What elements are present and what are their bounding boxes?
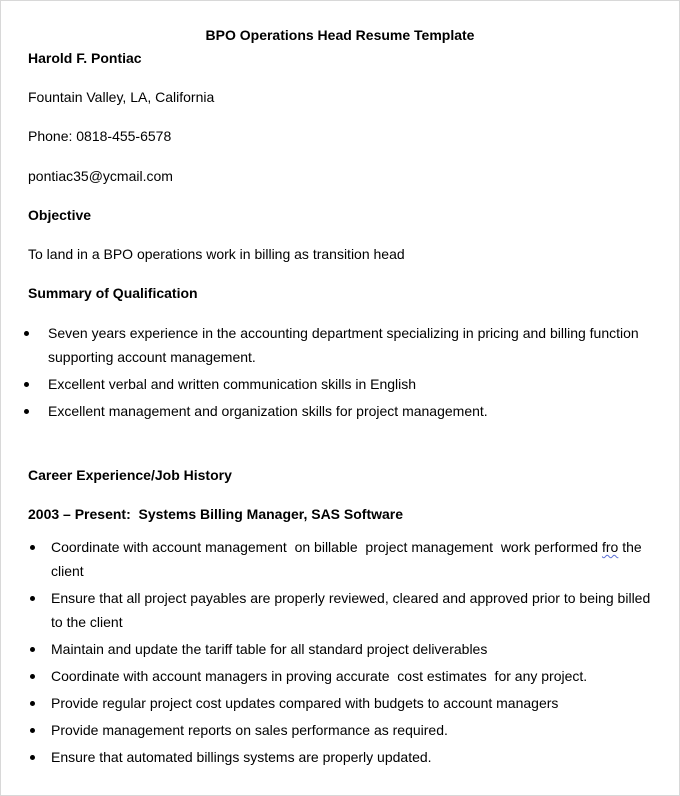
list-item-text: Provide management reports on sales performance as required. (51, 722, 448, 738)
list-item-text-continued: supporting account management. (48, 349, 256, 365)
list-item (51, 745, 661, 769)
list-item-text-continued: client (51, 563, 84, 579)
candidate-address: Fountain Valley, LA, California (28, 89, 215, 105)
list-item (51, 718, 661, 742)
bullet-icon (24, 382, 29, 387)
candidate-email: pontiac35@ycmail.com (28, 168, 173, 184)
summary-heading: Summary of Qualification (28, 285, 198, 301)
list-item-text-end: the (618, 539, 642, 555)
bullet-icon (24, 331, 29, 336)
list-item-text: Coordinate with account management on billable project management work performed (51, 539, 602, 555)
candidate-phone: Phone: 0818-455-6578 (28, 128, 172, 144)
document-title: BPO Operations Head Resume Template (205, 27, 475, 43)
list-item (48, 321, 668, 369)
career-heading: Career Experience/Job History (28, 467, 232, 483)
list-item (51, 691, 661, 715)
job-heading: 2003 – Present: Systems Billing Manager, SAS Software (28, 506, 404, 522)
list-item-text: Coordinate with account managers in proving accurate cost estimates for any project. (51, 668, 588, 684)
list-item (51, 664, 661, 688)
list-item-text: Excellent verbal and written communication skills in English (48, 376, 417, 392)
bullet-icon (30, 755, 35, 760)
list-item (51, 535, 661, 583)
bullet-icon (30, 596, 35, 601)
job-duties-list (51, 535, 661, 772)
bullet-icon (30, 728, 35, 733)
list-item-text: Ensure that all project payables are properly reviewed, cleared and approved prior to being billed (51, 590, 651, 606)
bullet-icon (30, 647, 35, 652)
list-item-text: Provide regular project cost updates compared with budgets to account managers (51, 695, 559, 711)
list-item (51, 586, 661, 634)
candidate-name: Harold F. Pontiac (28, 50, 142, 66)
summary-list (48, 321, 668, 426)
list-item-text: Maintain and update the tariff table for all standard project deliverables (51, 641, 488, 657)
bullet-icon (30, 674, 35, 679)
resume-page (1, 1, 679, 795)
list-item (48, 372, 668, 396)
bullet-icon (24, 409, 29, 414)
list-item (48, 399, 668, 423)
list-item-text: Excellent management and organization skills for project management. (48, 403, 488, 419)
list-item-text-continued: to the client (51, 614, 123, 630)
list-item-text: Ensure that automated billings systems are properly updated. (51, 749, 432, 765)
objective-heading: Objective (28, 207, 92, 223)
bullet-icon (30, 701, 35, 706)
list-item (51, 637, 661, 661)
bullet-icon (30, 545, 35, 550)
spelling-error-word[interactable]: fro (601, 539, 619, 555)
list-item-text: Seven years experience in the accounting department specializing in pricing and billing function (48, 325, 639, 341)
objective-text: To land in a BPO operations work in billing as transition head (28, 246, 405, 262)
